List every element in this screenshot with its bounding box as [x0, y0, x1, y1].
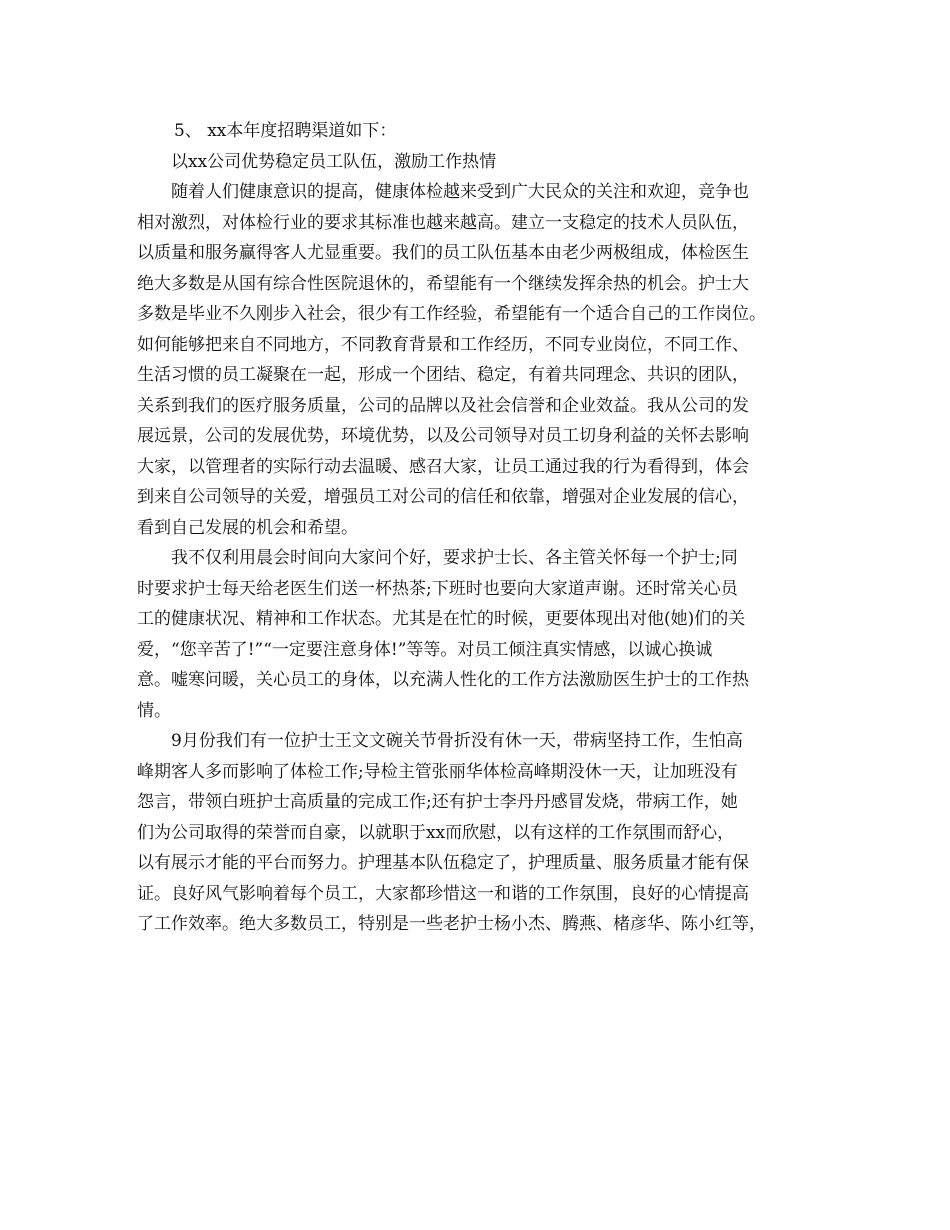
paragraph-3-line: 了工作效率。绝大多数员工，特别是一些老护士杨小杰、腾燕、楮彦华、陈小红等， [137, 914, 766, 934]
paragraph-1-line: 展远景，公司的发展优势，环境优势，以及公司领导对员工切身利益的关怀去影响 [137, 426, 749, 446]
paragraph-1-line: 如何能够把来自不同地方，不同教育背景和工作经历，不同专业岗位，不同工作、 [137, 334, 749, 355]
paragraph-2-line: 情。 [137, 700, 171, 721]
paragraph-1-line: 相对激烈，对体检行业的要求其标准也越来越高。建立一支稳定的技术人员队伍， [137, 212, 749, 233]
paragraph-3-line: 9月份我们有一位护士王文文碗关节骨折没有休一天，带病坚持工作，生怕高 [171, 731, 743, 751]
paragraph-3-line: 峰期客人多而影响了体检工作;导检主管张丽华体检高峰期没休一天，让加班没有 [137, 761, 738, 782]
paragraph-1-line: 到来自公司领导的关爱，增强员工对公司的信任和依靠，增强对企业发展的信心， [137, 487, 749, 507]
document-body [137, 116, 827, 940]
paragraph-2-line: 工的健康状况、精神和工作状态。尤其是在忙的时候，更要体现出对他(她)们的关 [137, 609, 746, 629]
paragraph-1-line: 看到自己发展的机会和希望。 [137, 517, 358, 538]
paragraph-2-line: 我不仅利用晨会时间向大家问个好，要求护士长、各主管关怀每一个护士;同 [171, 548, 738, 568]
paragraph-1-line: 多数是毕业不久刚步入社会，很少有工作经验，希望能有一个适合自己的工作岗位。 [137, 304, 766, 324]
paragraph-3-line: 怨言，带领白班护士高质量的完成工作;还有护士李丹丹感冒发烧，带病工作，她 [137, 792, 738, 812]
paragraph-1-line: 关系到我们的医疗服务质量，公司的品牌以及社会信誉和企业效益。我从公司的发 [137, 395, 749, 416]
subheading: 以xx公司优势稳定员工队伍，激励工作热情 [171, 151, 497, 172]
paragraph-3-line: 证。良好风气影响着每个员工，大家都珍惜这一和谐的工作氛围，良好的心情提高 [137, 883, 749, 904]
paragraph-2-line: 意。嘘寒问暖，关心员工的身体，以充满人性化的工作方法激励医生护士的工作热 [137, 670, 749, 690]
paragraph-2-line: 时要求护士每天给老医生们送一杯热茶;下班时也要向大家道声谢。还时常关心员 [137, 578, 738, 599]
paragraph-1-line: 绝大多数是从国有综合性医院退休的，希望能有一个继续发挥余热的机会。护士大 [137, 273, 749, 294]
paragraph-3-line: 以有展示才能的平台而努力。护理基本队伍稳定了，护理质量、服务质量才能有保 [137, 853, 749, 873]
paragraph-1-line: 以质量和服务赢得客人尤显重要。我们的员工队伍基本由老少两极组成，体检医生 [137, 243, 749, 263]
section-heading: 5、 xx本年度招聘渠道如下： [174, 121, 397, 141]
paragraph-1-line: 生活习惯的员工凝聚在一起，形成一个团结、稳定，有着共同理念、共识的团队， [137, 365, 749, 385]
paragraph-3-line: 们为公司取得的荣誉而自豪，以就职于xx而欣慰，以有这样的工作氛围而舒心， [137, 822, 735, 843]
paragraph-1-line: 随着人们健康意识的提高，健康体检越来受到广大民众的关注和欢迎，竞争也 [171, 182, 749, 202]
paragraph-1-line: 大家，以管理者的实际行动去温暖、感召大家，让员工通过我的行为看得到，体会 [137, 456, 749, 477]
paragraph-2-line: 爱，“您辛苦了!”“一定要注意身体!”等等。对员工倾注真实情感，以诚心换诚 [137, 639, 713, 660]
